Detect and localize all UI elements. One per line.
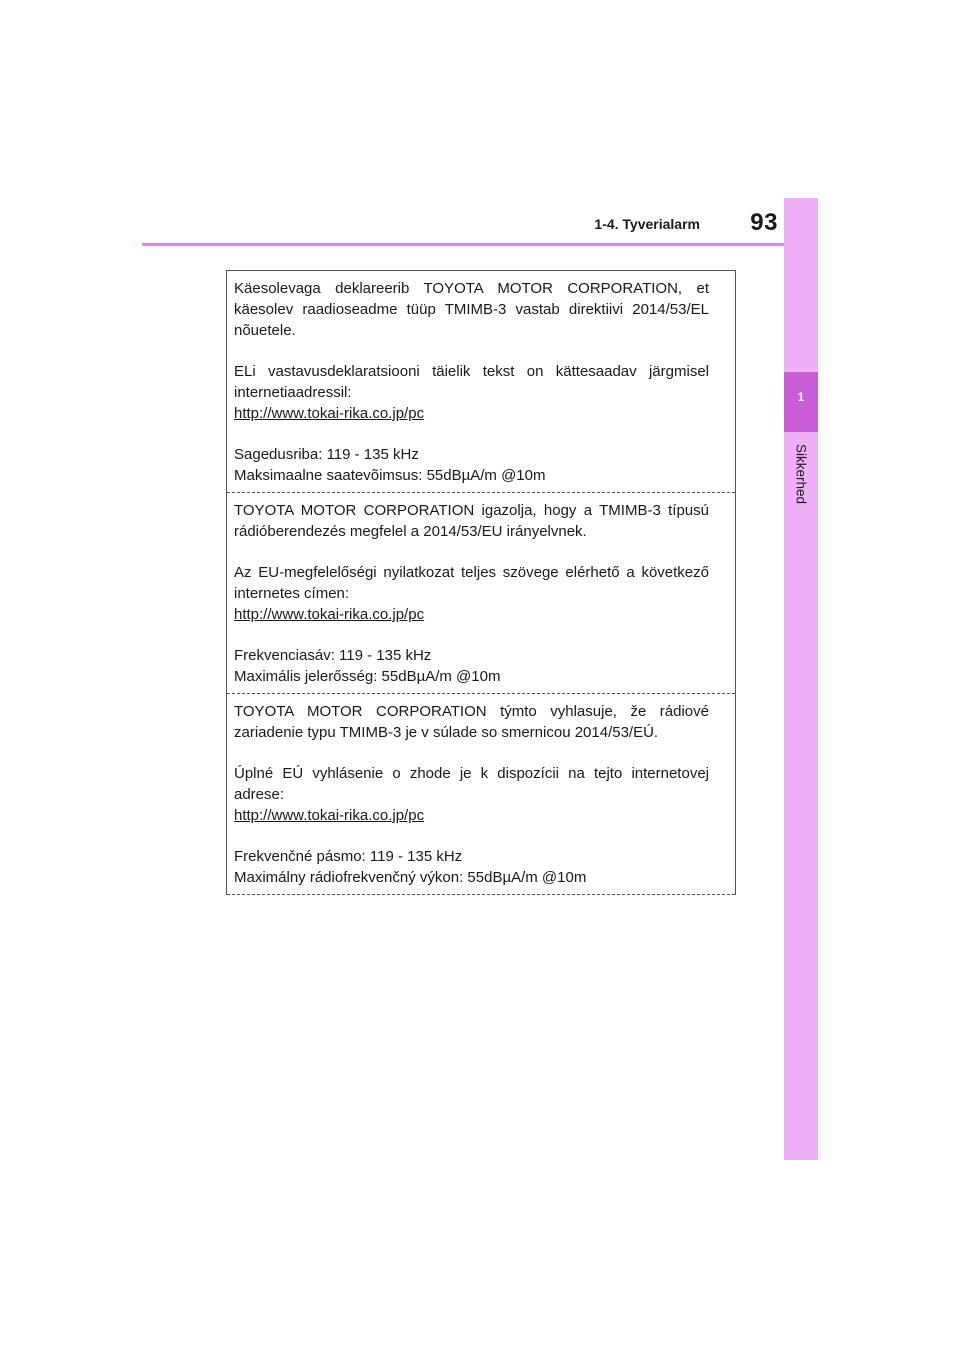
page-number: 93 <box>750 209 778 236</box>
declaration-url-link[interactable]: http://www.tokai-rika.co.jp/pc <box>234 405 425 422</box>
declaration-estonian <box>227 271 735 493</box>
declaration-availability: Úplné EÚ vyhlásenie o zhode je k dispozícii na tejto internetovej adrese: <box>234 765 709 803</box>
declaration-statement: TOYOTA MOTOR CORPORATION igazolja, hogy a TMIMB-3 típusú rádióberendezés megfelel a 2014/53/EU irányelvnek. <box>234 502 709 540</box>
declaration-box <box>226 270 736 895</box>
declaration-hungarian <box>227 493 735 694</box>
section-title: 1-4. Tyverialarm <box>594 216 700 232</box>
declaration-frequency: Frekvenčné pásmo: 119 - 135 kHz <box>234 848 463 865</box>
declaration-statement: TOYOTA MOTOR CORPORATION týmto vyhlasuje, že rádiové zariadenie typu TMIMB-3 je v súlade so smernicou 2014/53/EÚ. <box>234 703 709 741</box>
header-rule <box>142 243 784 246</box>
declaration-power: Maksimaalne saatevõimsus: 55dBµA/m @10m <box>234 467 546 484</box>
chapter-label: Sikkerhed <box>793 443 809 505</box>
declaration-availability: ELi vastavusdeklaratsiooni täielik tekst on kättesaadav järgmisel internetiaadressil: <box>234 363 709 401</box>
declaration-statement: Käesolevaga deklareerib TOYOTA MOTOR CORPORATION, et käesolev raadioseadme tüüp TMIMB-3 vastab direktiivi 2014/53/EL nõuetele. <box>234 280 709 339</box>
declaration-url-link[interactable]: http://www.tokai-rika.co.jp/pc <box>234 807 425 824</box>
chapter-side-tab <box>784 198 818 1160</box>
declaration-frequency: Sagedusriba: 119 - 135 kHz <box>234 446 419 463</box>
declaration-power: Maximális jelerősség: 55dBµA/m @10m <box>234 668 501 685</box>
chapter-number: 1 <box>797 390 805 404</box>
declaration-slovak <box>227 694 735 895</box>
declaration-frequency: Frekvenciasáv: 119 - 135 kHz <box>234 647 432 664</box>
declaration-power: Maximálny rádiofrekvenčný výkon: 55dBµA/m @10m <box>234 869 587 886</box>
declaration-availability: Az EU-megfelelőségi nyilatkozat teljes szövege elérhető a következő internetes címen: <box>234 564 709 602</box>
declaration-url-link[interactable]: http://www.tokai-rika.co.jp/pc <box>234 606 425 623</box>
